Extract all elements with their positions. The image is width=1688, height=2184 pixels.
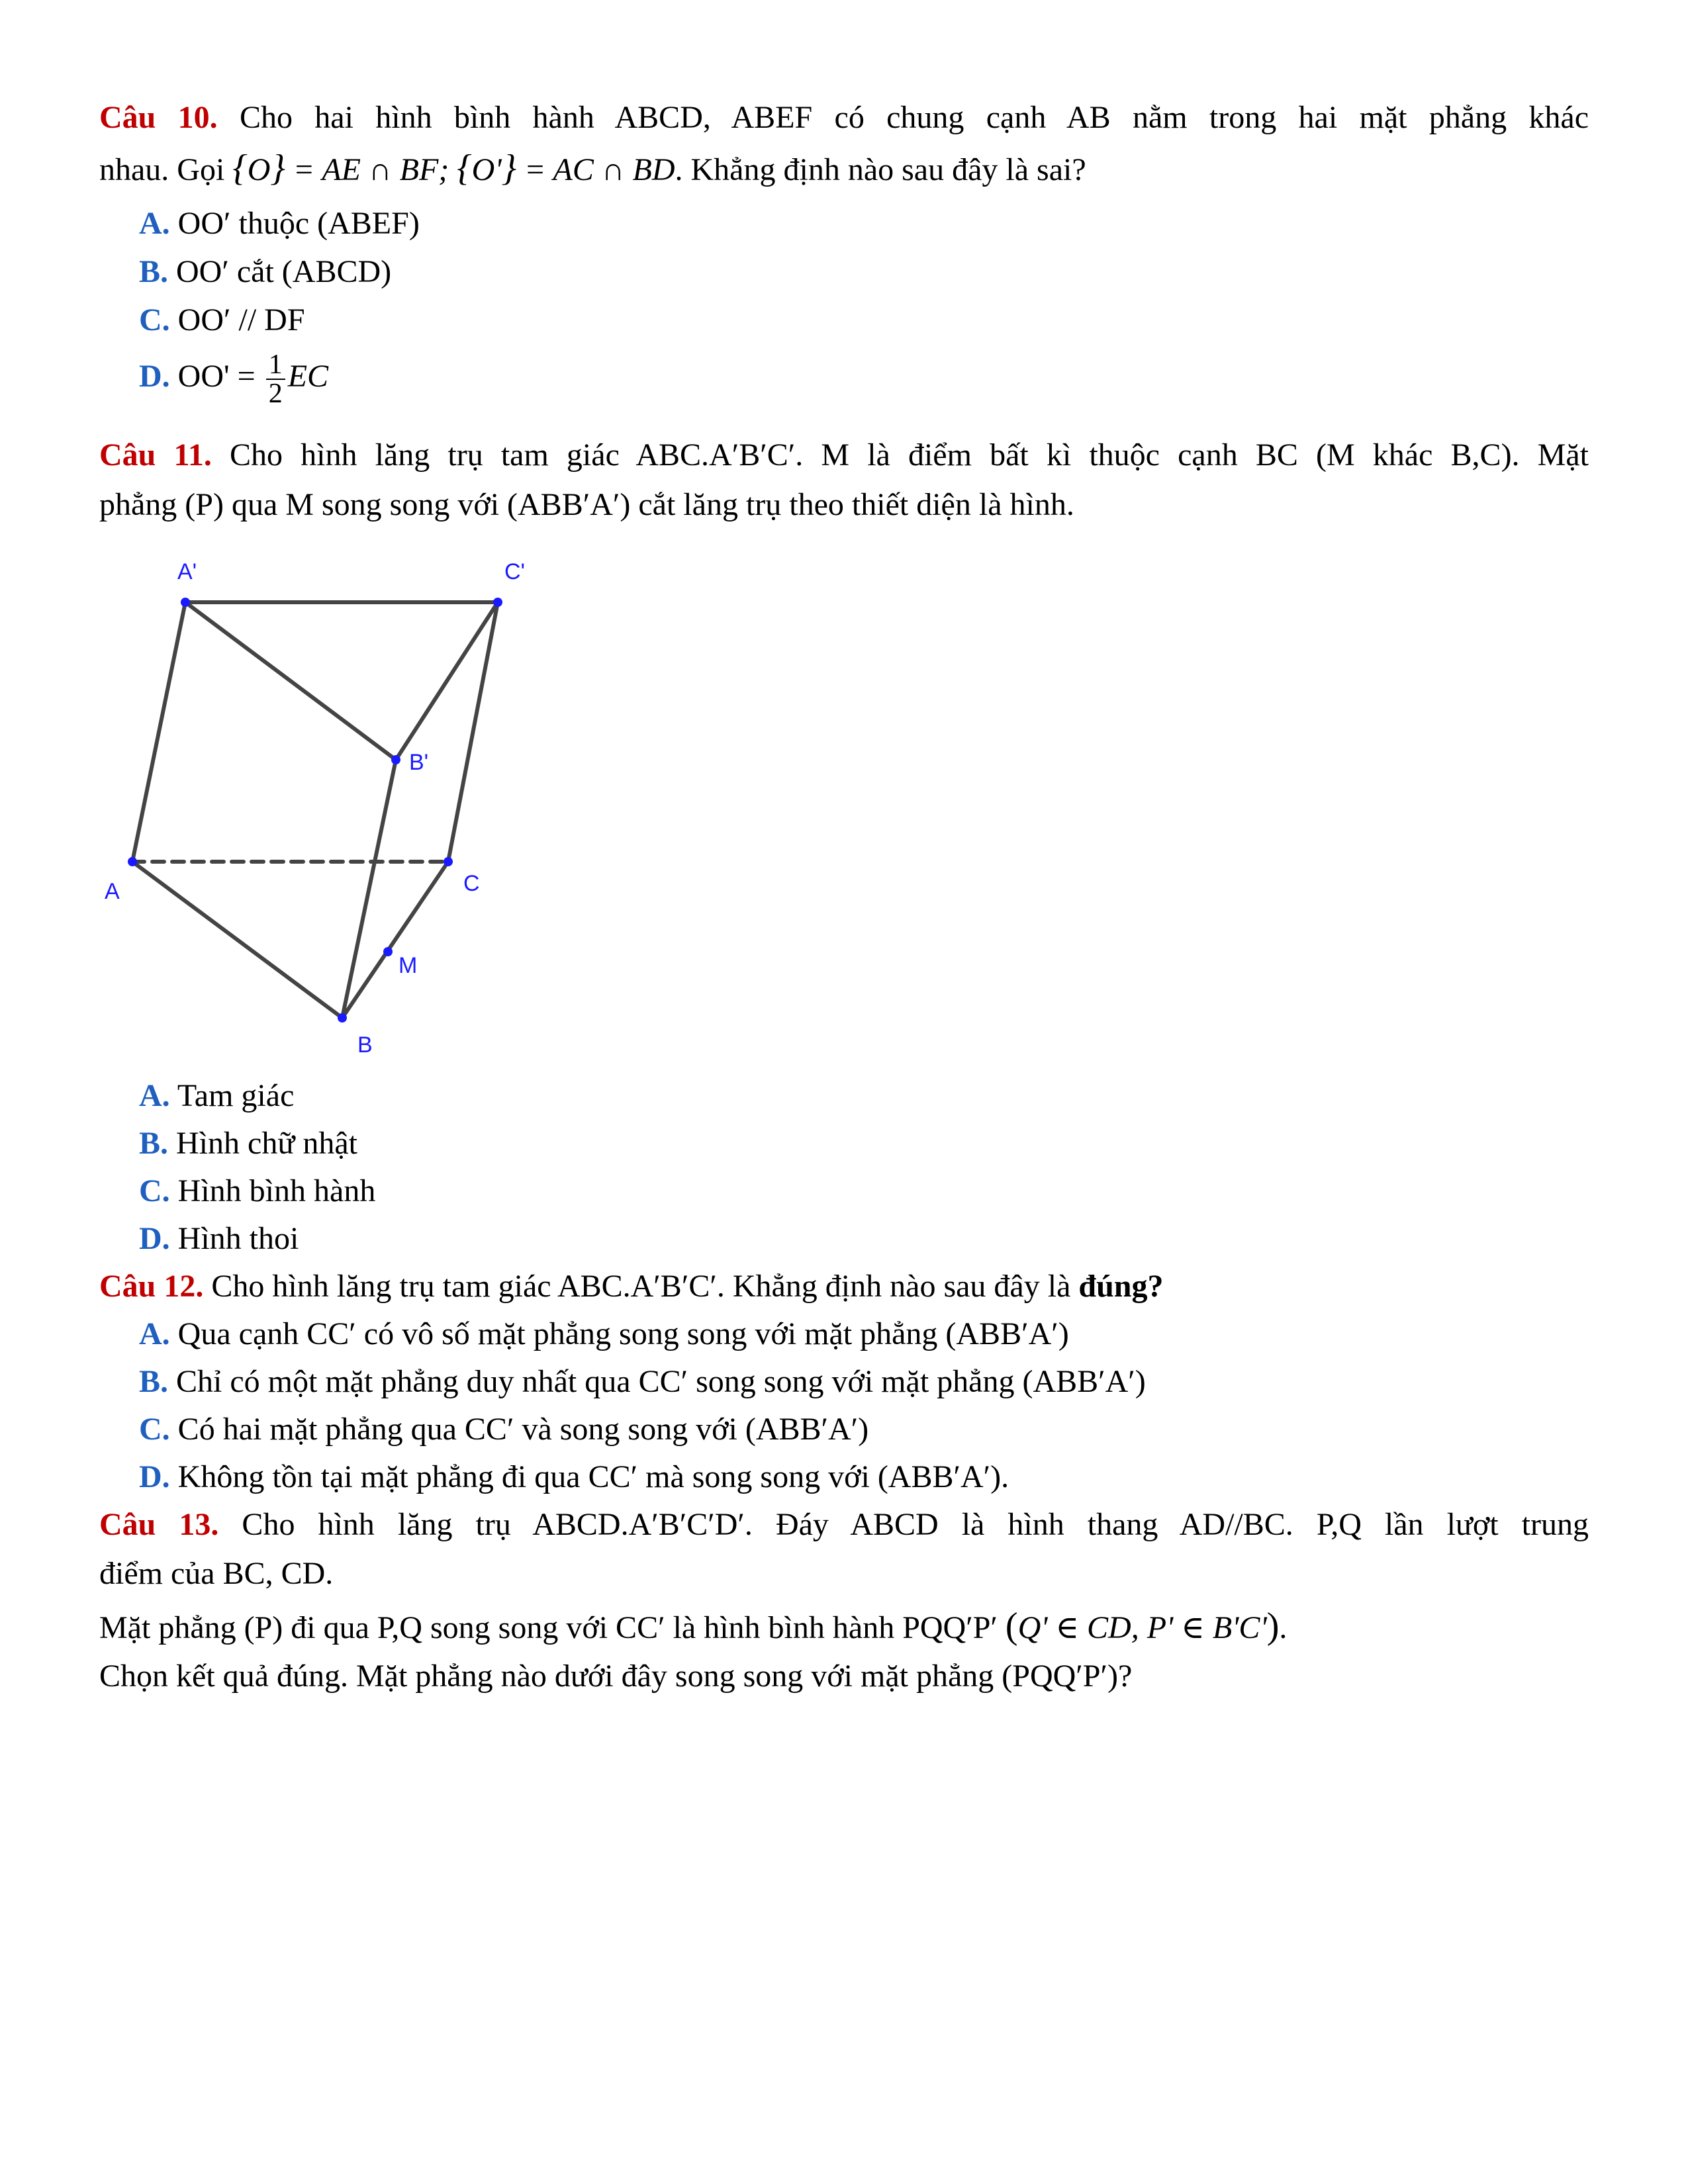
q10-set-o: {O}	[232, 148, 285, 189]
q13-text4: Chọn kết quả đúng. Mặt phẳng nào dưới đây song song với mặt phẳng (PQQ′P′)?	[99, 1659, 1133, 1694]
option-letter: C.	[139, 302, 170, 338]
option-letter: B.	[139, 254, 169, 289]
q13-text1: Cho hình lăng trụ ABCD.A′B′C′D′. Đáy ABCD là hình thang AD//BC. P,Q lần lượt trung	[242, 1507, 1589, 1542]
option-letter: D.	[139, 1221, 170, 1256]
option-letter: A.	[139, 1316, 170, 1351]
label-a: A	[105, 879, 120, 904]
q10-op: O'	[471, 152, 502, 187]
option-text: OO′ thuộc (ABEF)	[177, 206, 420, 241]
q13-line4	[99, 1658, 1132, 1694]
q13-line2	[99, 1555, 333, 1592]
q11-text2: phẳng (P) qua M song song với (ABB′A′) cắt lăng trụ theo thiết diện là hình.	[99, 487, 1074, 522]
q11-option-c	[139, 1173, 375, 1209]
q12-text-bold: đúng?	[1078, 1269, 1164, 1304]
option-d-rhs: EC	[287, 359, 329, 394]
point-c	[444, 857, 453, 866]
q13-line3: Mặt phẳng (P) đi qua P,Q song song với CC′ là hình bình hành PQQ′P′ (Q' ∈ CD, P' ∈ B'C').	[99, 1606, 1288, 1647]
q13-text3: Mặt phẳng (P) đi qua P,Q song song với CC′ là hình bình hành PQQ′P′	[99, 1610, 1006, 1645]
q10-text2-pre: nhau. Gọi	[99, 152, 233, 187]
point-a1	[181, 598, 190, 607]
edge-a1-b1	[185, 602, 396, 760]
fraction-denominator: 2	[268, 379, 283, 409]
option-text: Hình thoi	[177, 1221, 299, 1256]
option-text: Hình bình hành	[177, 1173, 376, 1208]
edge-a-b	[132, 862, 342, 1018]
option-letter: B.	[139, 1126, 169, 1161]
option-letter: A.	[139, 206, 170, 241]
q13-math: Q' ∈ CD, P' ∈ B'C'	[1017, 1610, 1267, 1645]
point-a	[128, 857, 137, 866]
q13-text2: điểm của BC, CD.	[99, 1556, 334, 1591]
q10-text2-post: . Khẳng định nào sau đây là sai?	[675, 152, 1086, 187]
q10-eq1: = AE ∩ BF;	[285, 152, 457, 187]
option-letter: A.	[139, 1078, 170, 1113]
option-text: Chỉ có một mặt phẳng duy nhất qua CC′ song song với mặt phẳng (ABB′A′)	[176, 1364, 1146, 1399]
point-b1	[391, 755, 400, 764]
label-m: M	[399, 953, 418, 978]
option-text: Qua cạnh CC′ có vô số mặt phẳng song song với mặt phẳng (ABB′A′)	[177, 1316, 1069, 1351]
edge-a1-a	[132, 602, 185, 862]
q11-option-d	[139, 1220, 299, 1257]
option-letter: D.	[139, 1459, 170, 1494]
q11-option-a	[139, 1077, 294, 1114]
option-letter: C.	[139, 1173, 170, 1208]
q12-option-c	[139, 1411, 868, 1447]
option-letter: B.	[139, 1364, 169, 1399]
q12-line1	[99, 1268, 1163, 1304]
q10-text1: Cho hai hình bình hành ABCD, ABEF có chung cạnh AB nằm trong hai mặt phẳng khác	[239, 100, 1589, 135]
q12-option-a	[139, 1316, 1069, 1352]
option-letter: C.	[139, 1412, 170, 1447]
q10-eq2: = AC ∩ BD	[516, 152, 675, 187]
label-b: B	[357, 1032, 373, 1058]
q13-text3-post: .	[1279, 1610, 1288, 1645]
option-text: OO′ // DF	[177, 302, 305, 338]
q11-option-b	[139, 1125, 357, 1161]
point-m	[383, 947, 393, 956]
q12-label: Câu 12.	[99, 1269, 204, 1304]
option-text: Hình chữ nhật	[176, 1126, 357, 1161]
q13-line1	[99, 1506, 1589, 1543]
option-letter: D.	[139, 359, 170, 394]
label-b1: B'	[409, 750, 429, 775]
q10-o: O	[247, 152, 271, 187]
point-b	[338, 1013, 347, 1023]
option-text: Không tồn tại mặt phẳng đi qua CC′ mà song song với (ABB′A′).	[177, 1459, 1009, 1494]
fraction-numerator: 1	[266, 351, 285, 380]
q11-label: Câu 11.	[99, 437, 212, 473]
q12-text: Cho hình lăng trụ tam giác ABC.A′B′C′. Khẳng định nào sau đây là	[211, 1269, 1079, 1304]
option-text: Có hai mặt phẳng qua CC′ và song song với (ABB′A′)	[177, 1412, 869, 1447]
label-c1: C'	[504, 559, 526, 584]
q12-option-b	[139, 1363, 1146, 1400]
option-text: Tam giác	[177, 1078, 295, 1113]
q11-text1: Cho hình lăng trụ tam giác ABC.A′B′C′. M là điểm bất kì thuộc cạnh BC (M khác B,C). Mặt	[229, 437, 1589, 473]
label-c: C	[463, 871, 480, 896]
point-c1	[493, 598, 502, 607]
q13-label: Câu 13.	[99, 1507, 219, 1542]
q10-label: Câu 10.	[99, 100, 218, 135]
option-d-lhs: OO' =	[177, 359, 263, 394]
option-text: OO′ cắt (ABCD)	[176, 254, 392, 289]
q12-option-d	[139, 1459, 1009, 1495]
q10-set-op: {O'}	[457, 148, 516, 189]
label-a1: A'	[177, 559, 197, 584]
